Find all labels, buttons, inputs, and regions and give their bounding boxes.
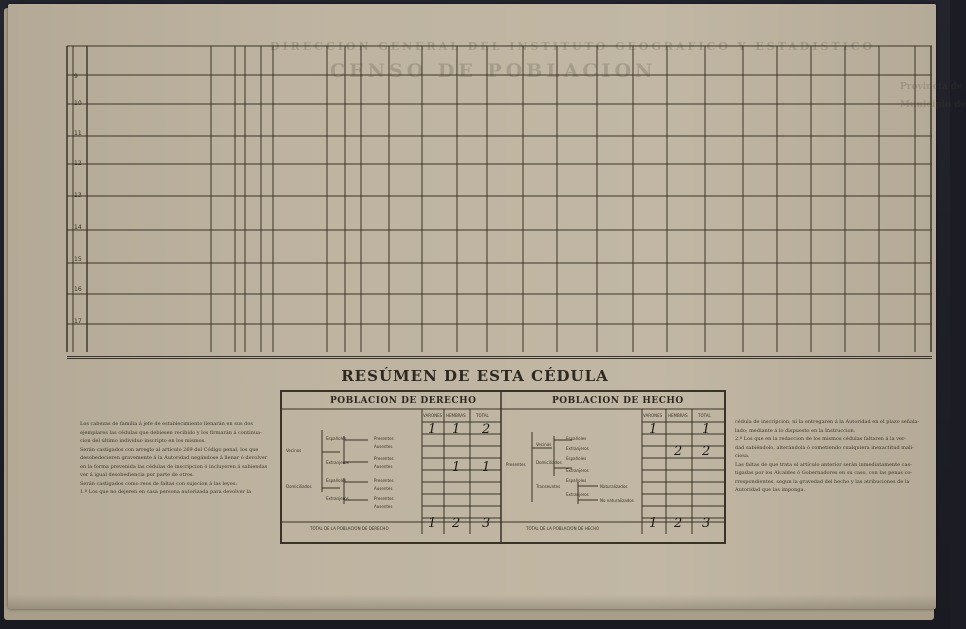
row-number-14: 14	[74, 224, 82, 231]
hecho-extranjeros-3: Extranjeros	[566, 492, 589, 497]
hecho-espanoles-1: Españoles	[566, 436, 587, 441]
derecho-mark-total-varones: 1	[428, 516, 437, 531]
ghost-census-title: CENSO DE POBLACION	[330, 60, 657, 82]
hecho-presentes: Presentes	[506, 462, 526, 467]
right-note-line: cédula de inscripcion, ni la entregaren á la Autoridad en el plazo señala-	[735, 419, 920, 425]
left-note-line: cion del último individuo inscripto en los mismos.	[80, 438, 206, 444]
left-note-line: en la forma prevenida las cédulas de inscripcion ó incluyeren á sabiendas	[80, 463, 268, 470]
right-note-line: 2.º Los que en la redaccion de los mismos cédulas faltaren á la ver-	[735, 436, 907, 442]
grid-lines	[67, 46, 932, 356]
hecho-extranjeros-2: Extranjeros	[566, 468, 589, 473]
hecho-col-hembras: HEMBRAS	[668, 413, 688, 418]
left-note-line: ver á igual desobediencia por parte de otros.	[80, 472, 195, 478]
hecho-total-label: TOTAL DE LA POBLACION DE HECHO	[526, 526, 600, 531]
derecho-mark-row1-hembras: 1	[452, 422, 461, 437]
derecho-presentes-2: Presentes	[374, 456, 394, 461]
derecho-espanoles-2: Españoles	[326, 478, 347, 483]
row-number-9: 9	[74, 73, 78, 80]
left-note-line: Serán castigados con arreglo al artículo 269 del Código penal, los que	[80, 446, 259, 453]
hecho-naturalizados: Naturalizados	[600, 484, 628, 489]
row-number-16: 16	[74, 286, 82, 293]
right-notes	[735, 418, 920, 495]
hecho-mark-total-hembras: 2	[674, 516, 683, 531]
derecho-espanoles-1: Españoles	[326, 436, 347, 441]
hecho-espanoles-3: Españoles	[566, 478, 587, 483]
left-note-line: ejemplares las cédulas que debiesen recibido y los firmarán á continua-	[80, 429, 262, 436]
derecho-vecinos: Vecinos	[286, 448, 302, 453]
derecho-mark-total-total: 3	[482, 516, 491, 531]
hecho-extranjeros-1: Extranjeros	[566, 446, 589, 451]
ghost-province-label: Provincia de	[900, 82, 963, 92]
derecho-total-label: TOTAL DE LA POBLACION DE DERECHO	[310, 526, 389, 531]
hecho-col-varones: VARONES	[643, 413, 663, 418]
ghost-institution-text: DIRECCION GENERAL DEL INSTITUTO GEOGRAFICO Y ESTADISTICO	[270, 40, 876, 53]
hecho-col-total: TOTAL	[698, 413, 711, 418]
hecho-mark-total-total: 3	[702, 516, 711, 531]
right-note-line: ciosa.	[735, 453, 750, 459]
left-note-line: desobedecieren gravemente á la Autoridad negándose á llenar ó devolver	[80, 455, 268, 461]
right-note-line: Autoridad que las imponga.	[735, 487, 806, 493]
derecho-ausentes-2: Ausentes	[374, 464, 393, 469]
row-number-17: 17	[74, 318, 82, 325]
ghost-municipio-label: Municipio de	[900, 100, 966, 110]
derecho-mark-total-hembras: 2	[452, 516, 461, 531]
derecho-mark-row3-hembras: 1	[452, 460, 461, 475]
left-note-line: Los cabezas de familia á jefe de establecimiento llenarán en sus dos	[80, 421, 253, 427]
derecho-ausentes-4: Ausentes	[374, 504, 393, 509]
derecho-ausentes-3: Ausentes	[374, 486, 393, 491]
derecho-domiciliados: Domiciliados	[286, 484, 312, 489]
hecho-no-naturalizados: No naturalizados	[600, 498, 634, 503]
derecho-ausentes-1: Ausentes	[374, 444, 393, 449]
hecho-vecinos: Vecinos	[536, 442, 552, 447]
derecho-mark-row3-total: 1	[482, 460, 491, 475]
hecho-espanoles-2: Españoles	[566, 456, 587, 461]
right-note-line: dad sabiéndolo, alterándola ó cometiendo cualquiera inexactitud mali-	[735, 444, 914, 451]
derecho-col-varones: VARONES	[423, 413, 443, 418]
hecho-title: POBLACION DE HECHO	[552, 396, 684, 406]
left-note-line: 1.º Los que no dejeren en casa persona autorizada para devolver la	[80, 489, 252, 495]
left-notes	[80, 420, 270, 497]
page-bottom-shadow	[8, 595, 936, 609]
row-number-10: 10	[74, 100, 82, 107]
derecho-presentes-1: Presentes	[374, 436, 394, 441]
derecho-mark-row1-total: 2	[482, 422, 491, 437]
row-number-12: 12	[74, 160, 82, 167]
derecho-extranjeros-2: Extranjeros	[326, 496, 349, 501]
derecho-col-total: TOTAL	[476, 413, 489, 418]
right-note-line: tigadas por los Alcaldes ó Gobernadores en su caso, con las penas co-	[735, 470, 913, 476]
hecho-mark-row1-varones: 1	[649, 422, 658, 437]
derecho-title: POBLACION DE DERECHO	[330, 396, 477, 406]
hecho-transeuntes: Transeuntes	[536, 484, 561, 489]
census-grid	[67, 46, 932, 359]
left-note-line: Serán castigados como reos de faltas con sujecion á las leyes:	[80, 480, 238, 487]
hecho-mark-row2-total: 2	[702, 444, 711, 459]
hecho-domiciliados: Domiciliados	[536, 460, 562, 465]
row-number-11: 11	[74, 130, 82, 137]
right-note-line: Las faltas de que trata el artículo anterior serán inmediatamente cas-	[735, 461, 912, 468]
hecho-mark-total-varones: 1	[649, 516, 658, 531]
derecho-mark-row1-varones: 1	[428, 422, 437, 437]
row-number-15: 15	[74, 256, 82, 263]
summary-title: RESÚMEN DE ESTA CÉDULA	[341, 367, 609, 385]
right-note-line: lado; mediante á lo dispuesto en la Instruccion.	[735, 427, 856, 434]
derecho-extranjeros-1: Extranjeros	[326, 460, 349, 465]
derecho-presentes-3: Presentes	[374, 478, 394, 483]
summary-box	[280, 390, 726, 544]
right-note-line: rrespondientes, segun la gravedad del hecho y las atribuciones de la	[735, 478, 910, 485]
hecho-mark-row1-total: 1	[702, 422, 711, 437]
row-number-13: 13	[74, 192, 82, 199]
hecho-mark-row2-hembras: 2	[674, 444, 683, 459]
derecho-presentes-4: Presentes	[374, 496, 394, 501]
derecho-col-hembras: HEMBRAS	[446, 413, 466, 418]
